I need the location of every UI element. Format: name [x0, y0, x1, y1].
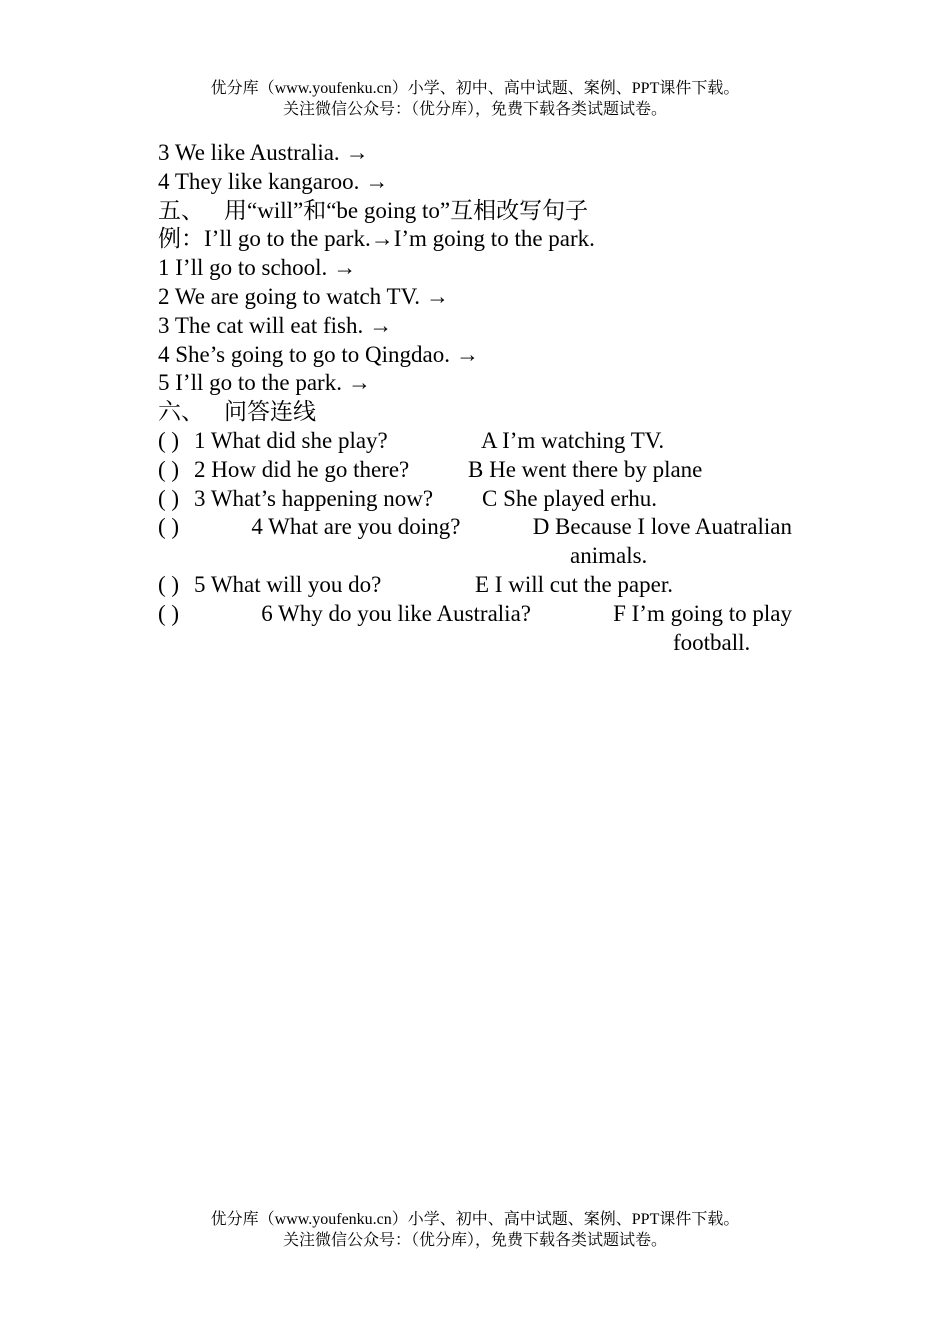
- match-row-6: [158, 600, 792, 629]
- section5-item-2: 2 We are going to watch TV. →: [158, 283, 449, 309]
- arrow-icon: →: [345, 140, 369, 165]
- answer-blank[interactable]: ( ): [158, 485, 180, 511]
- section5-item-5: 5 I’ll go to the park. →: [158, 370, 371, 396]
- match-row-3: [158, 485, 792, 514]
- arrow-icon: →: [365, 168, 389, 194]
- arrow-icon: →: [369, 312, 393, 338]
- page-footer: [0, 1209, 950, 1251]
- header-line-1: 优分库（www.youfenku.cn）小学、初中、高中试题、案例、PPT课件下载。: [210, 80, 740, 97]
- match-row-1: [158, 427, 792, 456]
- match-row-2: [158, 456, 792, 485]
- header-line-2: 关注微信公众号：（优分库），免费下载各类试题试卷。: [282, 101, 667, 118]
- arrow-icon: →: [455, 341, 479, 367]
- arrow-icon: →: [333, 255, 357, 281]
- arrow-icon: →: [347, 370, 371, 396]
- answer-continuation: animals.: [570, 543, 648, 569]
- section-title: 用“will”和“be going to”互相改写句子: [224, 197, 589, 223]
- answer-text: D Because I love Auatralian: [532, 514, 792, 540]
- match-row-5: [158, 571, 792, 600]
- page-header: [0, 78, 950, 120]
- section4-item-4: 4 They like kangaroo. →: [158, 168, 389, 194]
- question-text: 3 What’s happening now?: [194, 485, 434, 511]
- footer-line-2: 关注微信公众号：（优分库），免费下载各类试题试卷。: [282, 1232, 667, 1249]
- question-text: 2 How did he go there?: [194, 456, 410, 482]
- answer-blank[interactable]: ( ): [158, 456, 180, 482]
- question-text: 1 What did she play?: [194, 427, 388, 453]
- question-text: 5 What will you do?: [194, 571, 382, 597]
- answer-text: F I’m going to play: [613, 600, 792, 626]
- answer-continuation: football.: [673, 629, 751, 655]
- answer-text: A I’m watching TV.: [481, 427, 665, 453]
- worksheet-body: [158, 139, 792, 657]
- section5-example: 例：I’ll go to the park.→I’m going to the park.: [158, 226, 595, 252]
- answer-blank[interactable]: ( ): [158, 600, 180, 626]
- section5-heading: [158, 197, 792, 226]
- question-text: 6 Why do you like Australia?: [261, 600, 531, 626]
- question-text: 4 What are you doing?: [251, 514, 461, 540]
- section5-item-4: 4 She’s going to go to Qingdao. →: [158, 341, 479, 367]
- answer-text: E I will cut the paper.: [475, 571, 673, 597]
- arrow-icon: →: [425, 283, 449, 309]
- section-title: 问答连线: [224, 399, 316, 425]
- answer-blank[interactable]: ( ): [158, 514, 180, 540]
- section6-heading: [158, 398, 792, 427]
- answer-blank[interactable]: ( ): [158, 427, 180, 453]
- answer-text: C She played erhu.: [482, 485, 658, 511]
- footer-line-1: 优分库（www.youfenku.cn）小学、初中、高中试题、案例、PPT课件下载。: [210, 1211, 740, 1228]
- section5-item-1: 1 I’ll go to school. →: [158, 255, 357, 281]
- answer-text: B He went there by plane: [468, 456, 703, 482]
- section-number: 五、: [158, 197, 204, 223]
- section-number: 六、: [158, 399, 204, 425]
- answer-blank[interactable]: ( ): [158, 571, 180, 597]
- section5-item-3: 3 The cat will eat fish. →: [158, 312, 393, 338]
- section4-item-3: 3 We like Australia. →: [158, 140, 369, 165]
- match-row-4: [158, 513, 792, 542]
